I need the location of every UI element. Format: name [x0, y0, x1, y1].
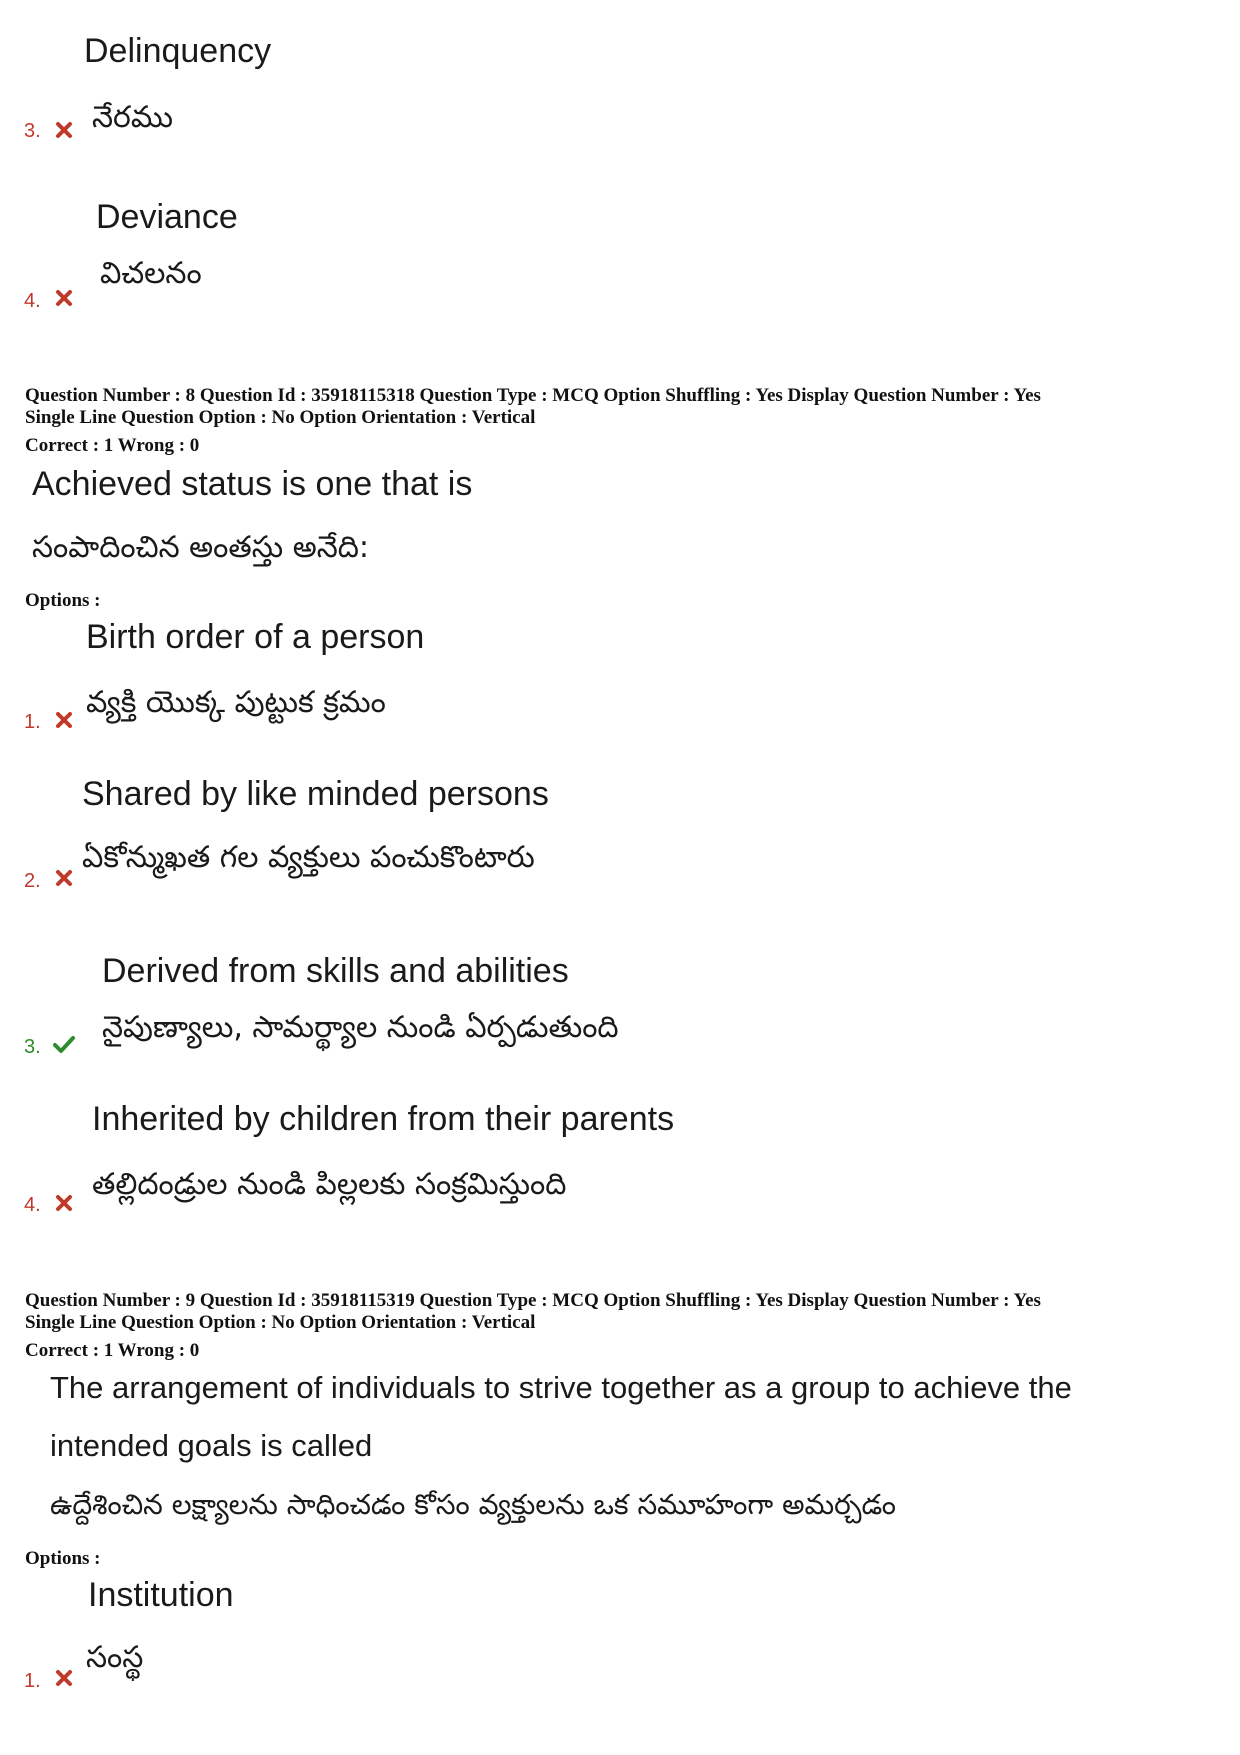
question-text-english: intended goals is called [50, 1428, 373, 1463]
option-telugu: వ్యక్తి యొక్క పుట్టుక క్రమం [86, 685, 386, 720]
question-text-english: The arrangement of individuals to strive together as a group to achieve the [50, 1370, 1072, 1405]
question-meta: Single Line Question Option : No Option Orientation : Vertical [25, 407, 536, 428]
option-number: 1. [24, 1670, 41, 1692]
question-meta: Single Line Question Option : No Option Orientation : Vertical [25, 1312, 536, 1333]
option-english: Institution [88, 1576, 234, 1614]
cross-icon [54, 120, 74, 140]
question-text-telugu: ఉద్దేశించిన లక్ష్యాలను సాధించడం కోసం వ్యక్తులను ఒక సమూహంగా అమర్చడం [50, 1488, 896, 1521]
option-english: Delinquency [84, 32, 272, 70]
option-english: Birth order of a person [86, 618, 425, 656]
check-icon [52, 1034, 76, 1054]
cross-icon [54, 710, 74, 730]
options-label: Options : [25, 590, 101, 611]
question-meta: Question Number : 9 Question Id : 35918115319 Question Type : MCQ Option Shuffling : Yes Display Question Number : Yes [25, 1290, 1041, 1311]
option-telugu: విచలనం [100, 256, 202, 291]
option-telugu: సంస్థ [86, 1640, 144, 1675]
cross-icon [54, 868, 74, 888]
option-english: Shared by like minded persons [82, 775, 549, 813]
option-number: 3. [24, 120, 41, 142]
option-number: 4. [24, 290, 41, 312]
option-number: 2. [24, 870, 41, 892]
cross-icon [54, 1193, 74, 1213]
question-meta: Question Number : 8 Question Id : 35918115318 Question Type : MCQ Option Shuffling : Yes Display Question Number : Yes [25, 385, 1041, 406]
option-telugu: ఏకోన్ముఖత గల వ్యక్తులు పంచుకొంటారు [82, 840, 535, 875]
question-text-english: Achieved status is one that is [32, 465, 473, 503]
question-marks: Correct : 1 Wrong : 0 [25, 1340, 200, 1361]
option-telugu: నైపుణ్యాలు, సామర్థ్యాల నుండి ఏర్పడుతుంది [102, 1010, 619, 1045]
option-number: 1. [24, 711, 41, 733]
option-number: 3. [24, 1036, 41, 1058]
question-marks: Correct : 1 Wrong : 0 [25, 435, 200, 456]
option-number: 4. [24, 1194, 41, 1216]
options-label: Options : [25, 1548, 101, 1569]
option-telugu: తల్లిదండ్రుల నుండి పిల్లలకు సంక్రమిస్తుంది [92, 1167, 567, 1202]
cross-icon [54, 288, 74, 308]
option-english: Inherited by children from their parents [92, 1100, 675, 1138]
cross-icon [54, 1668, 74, 1688]
option-english: Deviance [96, 198, 238, 236]
option-english: Derived from skills and abilities [102, 952, 569, 990]
option-telugu: నేరము [92, 100, 173, 135]
question-text-telugu: సంపాదించిన అంతస్తు అనేది: [32, 530, 370, 565]
